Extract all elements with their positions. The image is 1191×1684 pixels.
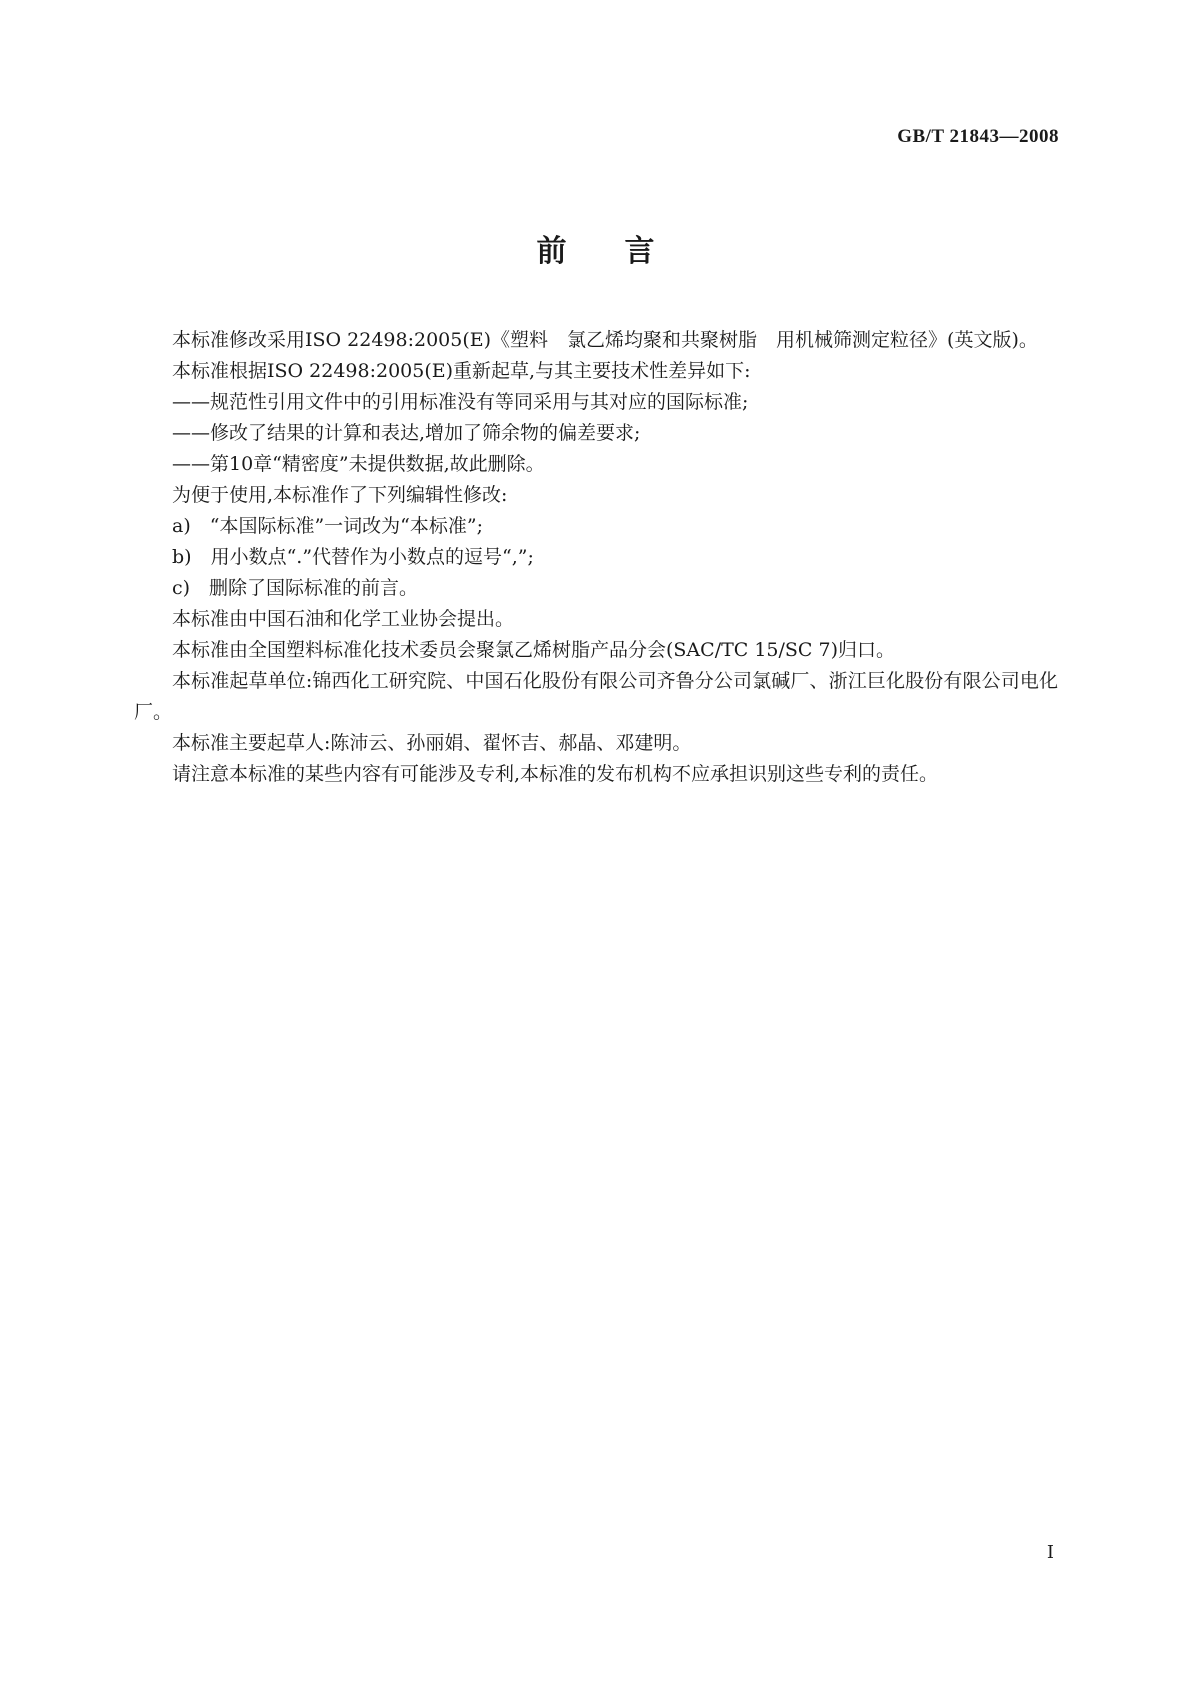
paragraph-proposer: 本标准由中国石油和化学工业协会提出。 bbox=[172, 608, 515, 630]
paragraph-drafting-units: 本标准起草单位:锦西化工研究院、中国石化股份有限公司齐鲁分公司氯碱厂、浙江巨化股份有限公司电化厂。 bbox=[134, 670, 1058, 723]
foreword-body bbox=[134, 325, 1058, 790]
difference-item-3: ——第10章“精密度”未提供数据,故此删除。 bbox=[172, 453, 545, 475]
difference-item-2: ——修改了结果的计算和表达,增加了筛余物的偏差要求; bbox=[172, 422, 641, 444]
editorial-item-a: a) “本国际标准”一词改为“本标准”; bbox=[172, 515, 483, 537]
paragraph-patent-notice: 请注意本标准的某些内容有可能涉及专利,本标准的发布机构不应承担识别这些专利的责任。 bbox=[172, 763, 939, 785]
paragraph-editorial-intro: 为便于使用,本标准作了下列编辑性修改: bbox=[172, 484, 508, 506]
editorial-item-b: b) 用小数点“.”代替作为小数点的逗号“,”; bbox=[172, 546, 534, 568]
page-number: Ⅰ bbox=[1046, 1542, 1054, 1562]
paragraph-adoption: 本标准修改采用ISO 22498:2005(E)《塑料 氯乙烯均聚和共聚树脂 用机械筛测定粒径》(英文版)。 bbox=[172, 329, 1038, 351]
editorial-item-c: c) 删除了国际标准的前言。 bbox=[172, 577, 419, 599]
paragraph-administrator: 本标准由全国塑料标准化技术委员会聚氯乙烯树脂产品分会(SAC/TC 15/SC 7)归口。 bbox=[172, 639, 896, 661]
paragraph-differences-intro: 本标准根据ISO 22498:2005(E)重新起草,与其主要技术性差异如下: bbox=[172, 360, 751, 382]
page-title: 前言 bbox=[536, 234, 713, 269]
standard-code: GB/T 21843—2008 bbox=[897, 126, 1059, 147]
difference-item-1: ——规范性引用文件中的引用标准没有等同采用与其对应的国际标准; bbox=[172, 391, 749, 413]
paragraph-drafters: 本标准主要起草人:陈沛云、孙丽娟、翟怀吉、郝晶、邓建明。 bbox=[172, 732, 692, 754]
